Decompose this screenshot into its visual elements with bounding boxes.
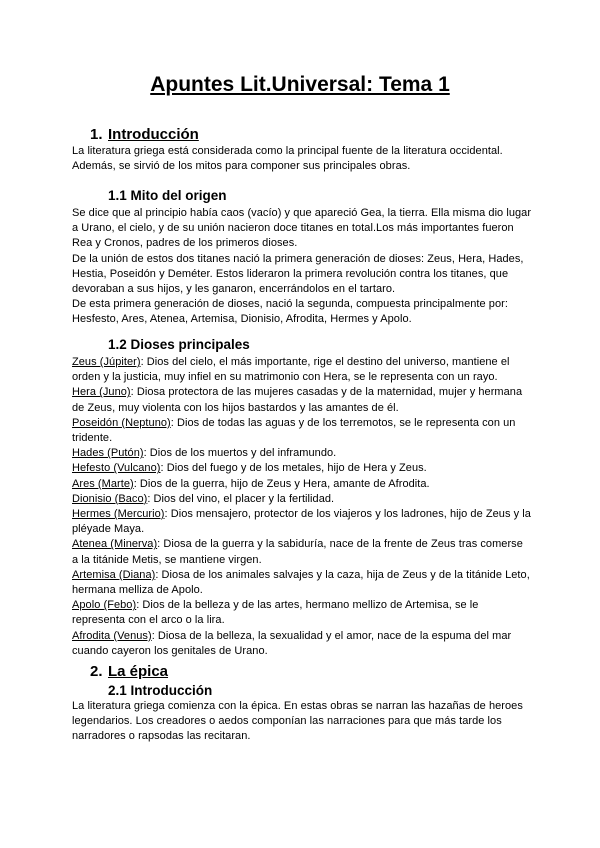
god-entry [72,446,532,461]
god-entry [72,461,532,476]
god-entry [72,568,532,598]
paragraph: La literatura griega comienza con la épica. En estas obras se narran las hazañas de heroes legendarios. Los creadores o aedos componían las narraciones para que más tarde los narradores o rapsodas las recitaran. [72,700,523,743]
god-description: : Diosa de la guerra y la sabiduría, nace de la frente de Zeus tras comerse a la titánide Metis, se mantiene virgen. [72,538,523,566]
god-description: : Dios de la belleza y de las artes, hermano mellizo de Artemisa, se le representa con el arco o la lira. [72,599,479,627]
section-number: 1. [90,126,103,143]
god-entry [72,492,532,507]
god-name: Dionisio (Baco) [72,492,148,505]
section-introduccion [72,126,532,174]
god-description: : Dios del cielo, el más importante, rige el destino del universo, mantiene el orden y la justicia, muy infiel en su matrimonio con Hera, se le representa con un rayo. [72,356,510,384]
god-name: Hefesto (Vulcano) [72,462,161,475]
paragraph: De esta primera generación de dioses, nació la segunda, compuesta principalmente por: Hesfesto, Ares, Atenea, Artemisa, Dionisio, Afrodita, Hermes y Apolo. [72,298,508,326]
section-la-epica [72,663,532,681]
section-heading [72,126,532,144]
god-entry [72,416,532,446]
paragraph: De la unión de estos dos titanes nació la primera generación de dioses: Zeus, Hera, Hades, Hestia, Poseidón y Deméter. Estos lideraron la primera revolución contra los titanes, que devoraban a sus hijos, y les ganaron, encerrándolos en el tartaro. [72,252,524,296]
god-description: : Dios del fuego y de los metales, hijo de Hera y Zeus. [160,462,427,475]
god-name: Atenea (Minerva) [72,538,158,551]
god-name: Ares (Marte) [72,477,134,490]
subsection-heading: 2.1 Introducción [108,683,213,698]
section-epica-introduccion [72,683,532,745]
god-entry [72,385,532,415]
section-heading-text: Introducción [108,126,199,143]
section-heading [72,663,532,681]
god-entry [72,507,532,537]
god-description: : Diosa de la belleza, la sexualidad y el amor, nace de la espuma del mar cuando cayeron los genitales de Urano. [72,629,512,657]
document-title: Apuntes Lit.Universal: Tema 1 [150,73,450,96]
god-entry [72,629,532,659]
paragraph: Se dice que al principio había caos (vacío) y que apareció Gea, la tierra. Ella misma dio lugar a Urano, el cielo, y de su unión nacieron doce titanes en total.Los más importantes fueron Rea y Cronos, padres de los primeros dioses. [72,207,532,250]
god-name: Poseidón (Neptuno) [72,416,171,429]
god-entry [72,598,532,628]
paragraph: La literatura griega está considerada como la principal fuente de la literatura occidental. Además, se sirvió de los mitos para componer sus principales obras. [72,145,503,173]
god-name: Hades (Putón) [72,447,144,460]
god-description: : Diosa protectora de las mujeres casadas y de la maternidad, mujer y hermana de Zeus, muy violenta con los hijos bastardos y las amantes de él. [72,386,523,414]
section-mito-del-origen [72,188,532,328]
god-description: : Dios mensajero, protector de los viajeros y los ladrones, hijo de Zeus y la pléyade Maya. [72,508,531,536]
god-description: : Dios de los muertos y del inframundo. [143,447,337,460]
god-name: Afrodita (Venus) [72,629,152,642]
god-name: Hera (Juno) [72,386,131,399]
god-entry [72,477,532,492]
god-entry [72,355,532,385]
god-description: : Diosa de los animales salvajes y la caza, hija de Zeus y de la titánide Leto, hermana melliza de Apolo. [72,568,530,597]
god-name: Artemisa (Diana) [72,568,156,581]
god-name: Apolo (Febo) [72,599,137,612]
subsection-heading: 1.2 Dioses principales [108,337,250,352]
god-description: : Dios de la guerra, hijo de Zeus y Hera, amante de Afrodita. [133,477,430,490]
god-entry [72,537,532,567]
god-description: : Dios de todas las aguas y de los terremotos, se le representa con un tridente. [72,416,516,445]
god-name: Zeus (Júpiter) [72,356,141,368]
god-name: Hermes (Mercurio) [72,508,165,521]
section-heading-text: La épica [108,663,169,680]
subsection-heading: 1.1 Mito del origen [108,188,227,203]
section-dioses-principales [72,337,532,659]
god-description: : Dios del vino, el placer y la fertilidad. [147,492,335,505]
section-number: 2. [90,663,103,680]
